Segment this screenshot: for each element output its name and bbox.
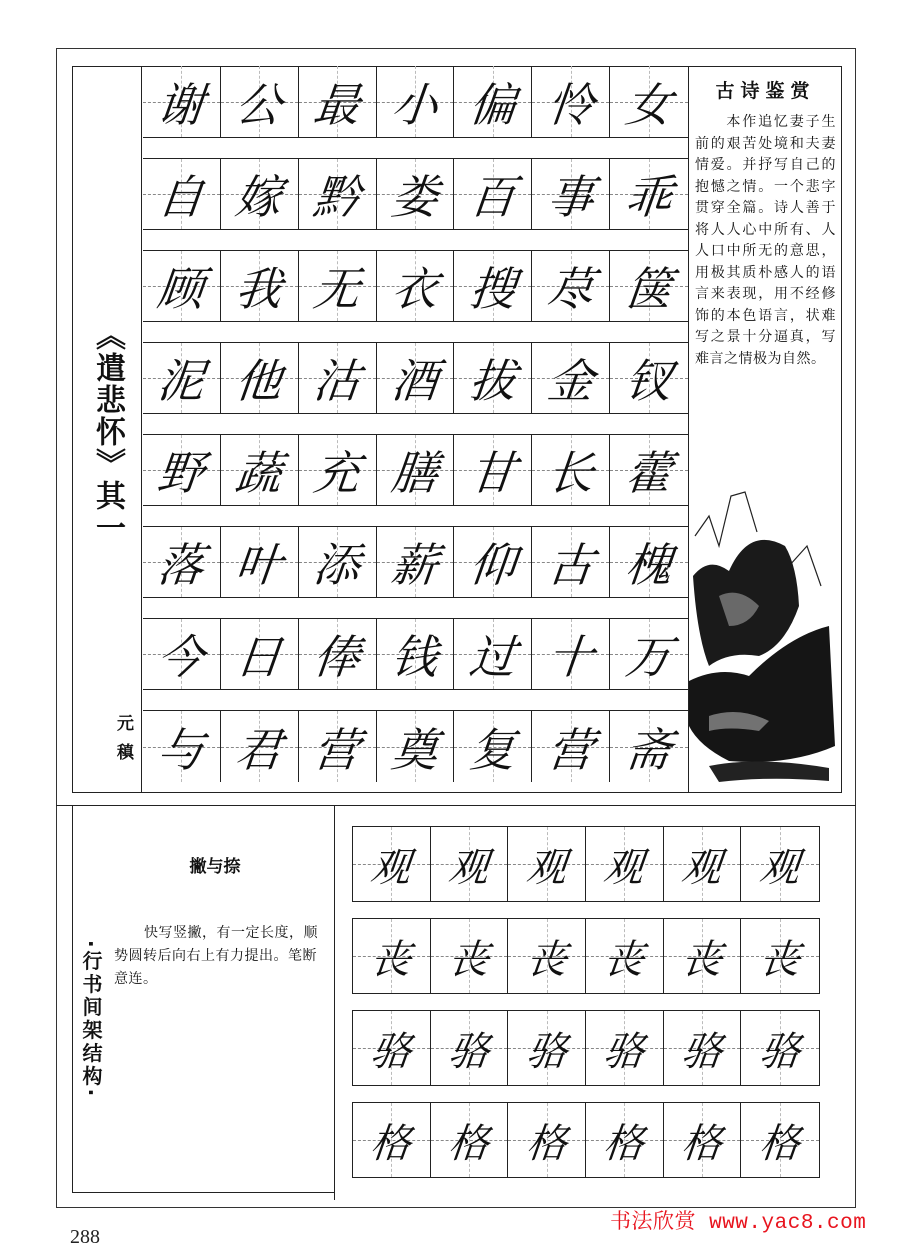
calligraphy-character: 自: [155, 170, 207, 224]
grid-cell: [610, 711, 688, 782]
grid-cell: [143, 159, 221, 229]
calligraphy-character: 落: [155, 538, 207, 592]
calligraphy-character: 营: [310, 722, 363, 777]
calligraphy-character: 最: [310, 77, 363, 132]
grid-cell: [377, 435, 455, 505]
calligraphy-character: 君: [233, 722, 285, 777]
grid-cell: [532, 66, 610, 137]
practice-row: [352, 1102, 820, 1178]
practice-character: 格: [368, 1120, 414, 1167]
grid-cell: [221, 435, 299, 505]
practice-cell: [664, 919, 742, 993]
practice-row: [352, 826, 820, 902]
grid-cell: [299, 711, 377, 782]
grid-cell: [221, 343, 299, 413]
practice-cell: [586, 1011, 664, 1085]
practice-row: [352, 918, 820, 994]
grid-cell: [454, 251, 532, 321]
practice-cell: [508, 1011, 586, 1085]
calligraphy-character: 小: [388, 77, 441, 132]
grid-cell: [377, 711, 455, 782]
practice-cell: [353, 1011, 431, 1085]
calligraphy-character: 万: [622, 630, 675, 684]
grid-cell: [532, 435, 610, 505]
grid-cell: [299, 343, 377, 413]
appreciation-text: 本作追忆妻子生前的艰苦处境和夫妻情爱。并抒写自己的抱憾之情。一个悲字贯穿全篇。诗人善于将人人心中所有、人人口中所无的意思，用极其质朴感人的语言来表现，用不经修饰的本色语言，状难写之景十分逼真，写难言之情极为自然。: [695, 114, 836, 367]
calligraphy-character: 怜: [544, 77, 597, 132]
grid-cell: [221, 619, 299, 689]
calligraphy-character: 事: [544, 170, 597, 224]
practice-cell: [353, 919, 431, 993]
poem-row: [143, 342, 688, 414]
calligraphy-character: 我: [233, 262, 285, 316]
grid-cell: [299, 435, 377, 505]
practice-character: 观: [679, 844, 725, 891]
grid-cell: [221, 251, 299, 321]
calligraphy-character: 薪: [388, 538, 441, 592]
grid-cell: [143, 711, 221, 782]
grid-cell: [532, 343, 610, 413]
grid-cell: [610, 66, 688, 137]
poem-row: [143, 158, 688, 230]
calligraphy-character: 营: [544, 722, 597, 777]
grid-cell: [454, 159, 532, 229]
practice-character: 骆: [757, 1028, 803, 1075]
calligraphy-character: 娄: [388, 170, 441, 224]
practice-character: 骆: [368, 1028, 414, 1075]
grid-cell: [377, 343, 455, 413]
calligraphy-character: 搜: [466, 262, 519, 316]
calligraphy-character: 复: [466, 722, 519, 777]
practice-cell: [741, 1103, 819, 1177]
practice-character: 观: [523, 844, 569, 891]
grid-cell: [610, 435, 688, 505]
calligraphy-character: 顾: [155, 262, 207, 316]
practice-cell: [508, 1103, 586, 1177]
calligraphy-character: 斋: [622, 722, 675, 777]
appreciation-title: 古诗鉴赏: [715, 80, 816, 102]
grid-cell: [532, 159, 610, 229]
practice-cell: [664, 1103, 742, 1177]
poem-row: [143, 250, 688, 322]
lesson-title: 撇与捺: [189, 857, 241, 877]
practice-character: 格: [757, 1120, 803, 1167]
practice-cell: [508, 827, 586, 901]
calligraphy-character: 女: [622, 77, 675, 132]
grid-cell: [454, 527, 532, 597]
calligraphy-character: 充: [310, 446, 363, 500]
calligraphy-character: 拔: [466, 354, 519, 408]
practice-cell: [508, 919, 586, 993]
poem-author: 元稹: [113, 714, 133, 772]
practice-character: 丧: [368, 936, 414, 983]
calligraphy-character: 嫁: [233, 170, 285, 224]
poem-row: [143, 710, 688, 782]
calligraphy-character: 甘: [466, 446, 519, 500]
practice-cell: [431, 919, 509, 993]
calligraphy-character: 钗: [622, 354, 675, 408]
calligraphy-character: 叶: [233, 538, 285, 592]
practice-character: 观: [446, 844, 492, 891]
grid-cell: [377, 527, 455, 597]
calligraphy-character: 槐: [622, 538, 675, 592]
practice-cell: [664, 827, 742, 901]
practice-character: 格: [523, 1120, 569, 1167]
practice-cell: [586, 919, 664, 993]
practice-cell: [353, 1103, 431, 1177]
calligraphy-character: 日: [233, 630, 285, 684]
grid-cell: [143, 527, 221, 597]
grid-cell: [143, 251, 221, 321]
grid-cell: [143, 619, 221, 689]
practice-cell: [431, 827, 509, 901]
grid-cell: [532, 711, 610, 782]
grid-cell: [299, 527, 377, 597]
grid-cell: [143, 435, 221, 505]
grid-cell: [532, 619, 610, 689]
calligraphy-character: 长: [544, 446, 597, 500]
calligraphy-character: 仰: [466, 538, 519, 592]
grid-cell: [454, 66, 532, 137]
calligraphy-character: 藿: [622, 446, 675, 500]
calligraphy-character: 野: [155, 446, 207, 500]
poem-row: [143, 526, 688, 598]
practice-character: 格: [679, 1120, 725, 1167]
grid-cell: [532, 251, 610, 321]
grid-cell: [221, 159, 299, 229]
poem-row: [143, 434, 688, 506]
lesson-column-divider: [334, 805, 335, 1200]
practice-cell: [741, 827, 819, 901]
practice-character: 骆: [446, 1028, 492, 1075]
practice-character: 观: [368, 844, 414, 891]
calligraphy-character: 十: [544, 630, 597, 684]
calligraphy-character: 金: [544, 354, 597, 408]
practice-character: 观: [601, 844, 647, 891]
calligraphy-character: 无: [310, 262, 363, 316]
calligraphy-character: 与: [155, 722, 207, 777]
page-number: 288: [70, 1226, 100, 1248]
grid-cell: [221, 711, 299, 782]
practice-row: [352, 1010, 820, 1086]
poem-title: 《遣悲怀》其一: [90, 320, 125, 544]
calligraphy-character: 他: [233, 354, 285, 408]
grid-cell: [299, 619, 377, 689]
section-label: ·行书间架结构·: [79, 940, 103, 1100]
grid-cell: [299, 66, 377, 137]
calligraphy-character: 蔬: [233, 446, 285, 500]
practice-cell: [586, 827, 664, 901]
practice-cell: [431, 1103, 509, 1177]
grid-cell: [377, 619, 455, 689]
practice-character: 格: [446, 1120, 492, 1167]
practice-character: 骆: [601, 1028, 647, 1075]
grid-cell: [299, 159, 377, 229]
calligraphy-character: 膳: [388, 446, 441, 500]
practice-character: 丧: [601, 936, 647, 983]
calligraphy-character: 添: [310, 538, 363, 592]
practice-character: 丧: [757, 936, 803, 983]
practice-character: 观: [757, 844, 803, 891]
grid-cell: [143, 66, 221, 137]
calligraphy-character: 公: [233, 77, 285, 132]
grid-cell: [221, 66, 299, 137]
poem-title-column: [72, 66, 142, 793]
practice-character: 骆: [679, 1028, 725, 1075]
grid-cell: [454, 711, 532, 782]
appreciation-panel: [688, 66, 842, 793]
calligraphy-character: 奠: [388, 722, 441, 777]
calligraphy-character: 泥: [155, 354, 207, 408]
grid-cell: [454, 343, 532, 413]
practice-cell: [741, 919, 819, 993]
practice-character: 丧: [523, 936, 569, 983]
calligraphy-character: 今: [155, 630, 207, 684]
calligraphy-character: 钱: [388, 630, 441, 684]
calligraphy-character: 古: [544, 538, 597, 592]
watermark: 书法欣赏 www.yac8.com: [610, 1212, 867, 1235]
calligraphy-character: 俸: [310, 630, 363, 684]
grid-cell: [221, 527, 299, 597]
practice-cell: [664, 1011, 742, 1085]
grid-cell: [610, 527, 688, 597]
calligraphy-character: 黔: [310, 170, 363, 224]
grid-cell: [299, 251, 377, 321]
landscape-illustration-icon: [689, 476, 837, 796]
grid-cell: [377, 251, 455, 321]
poem-row: [143, 66, 688, 138]
practice-character: 骆: [523, 1028, 569, 1075]
practice-cell: [353, 827, 431, 901]
grid-cell: [610, 159, 688, 229]
practice-cell: [431, 1011, 509, 1085]
grid-cell: [532, 527, 610, 597]
practice-cell: [741, 1011, 819, 1085]
grid-cell: [143, 343, 221, 413]
grid-cell: [454, 619, 532, 689]
calligraphy-character: 沽: [310, 354, 363, 408]
poem-row: [143, 618, 688, 690]
calligraphy-character: 箧: [622, 262, 675, 316]
grid-cell: [377, 66, 455, 137]
grid-cell: [454, 435, 532, 505]
practice-character: 丧: [679, 936, 725, 983]
calligraphy-character: 过: [466, 630, 519, 684]
practice-character: 丧: [446, 936, 492, 983]
grid-cell: [610, 619, 688, 689]
calligraphy-character: 百: [466, 170, 519, 224]
calligraphy-character: 酒: [388, 354, 441, 408]
calligraphy-character: 偏: [466, 77, 519, 132]
calligraphy-character: 谢: [155, 77, 207, 132]
calligraphy-character: 荩: [544, 262, 597, 316]
calligraphy-character: 衣: [388, 262, 441, 316]
practice-character: 格: [601, 1120, 647, 1167]
calligraphy-character: 乖: [622, 170, 675, 224]
grid-cell: [610, 251, 688, 321]
practice-cell: [586, 1103, 664, 1177]
grid-cell: [377, 159, 455, 229]
lesson-text: 快写竖撇，有一定长度，顺势圆转后向右上有力提出。笔断意连。: [114, 925, 318, 987]
grid-cell: [610, 343, 688, 413]
